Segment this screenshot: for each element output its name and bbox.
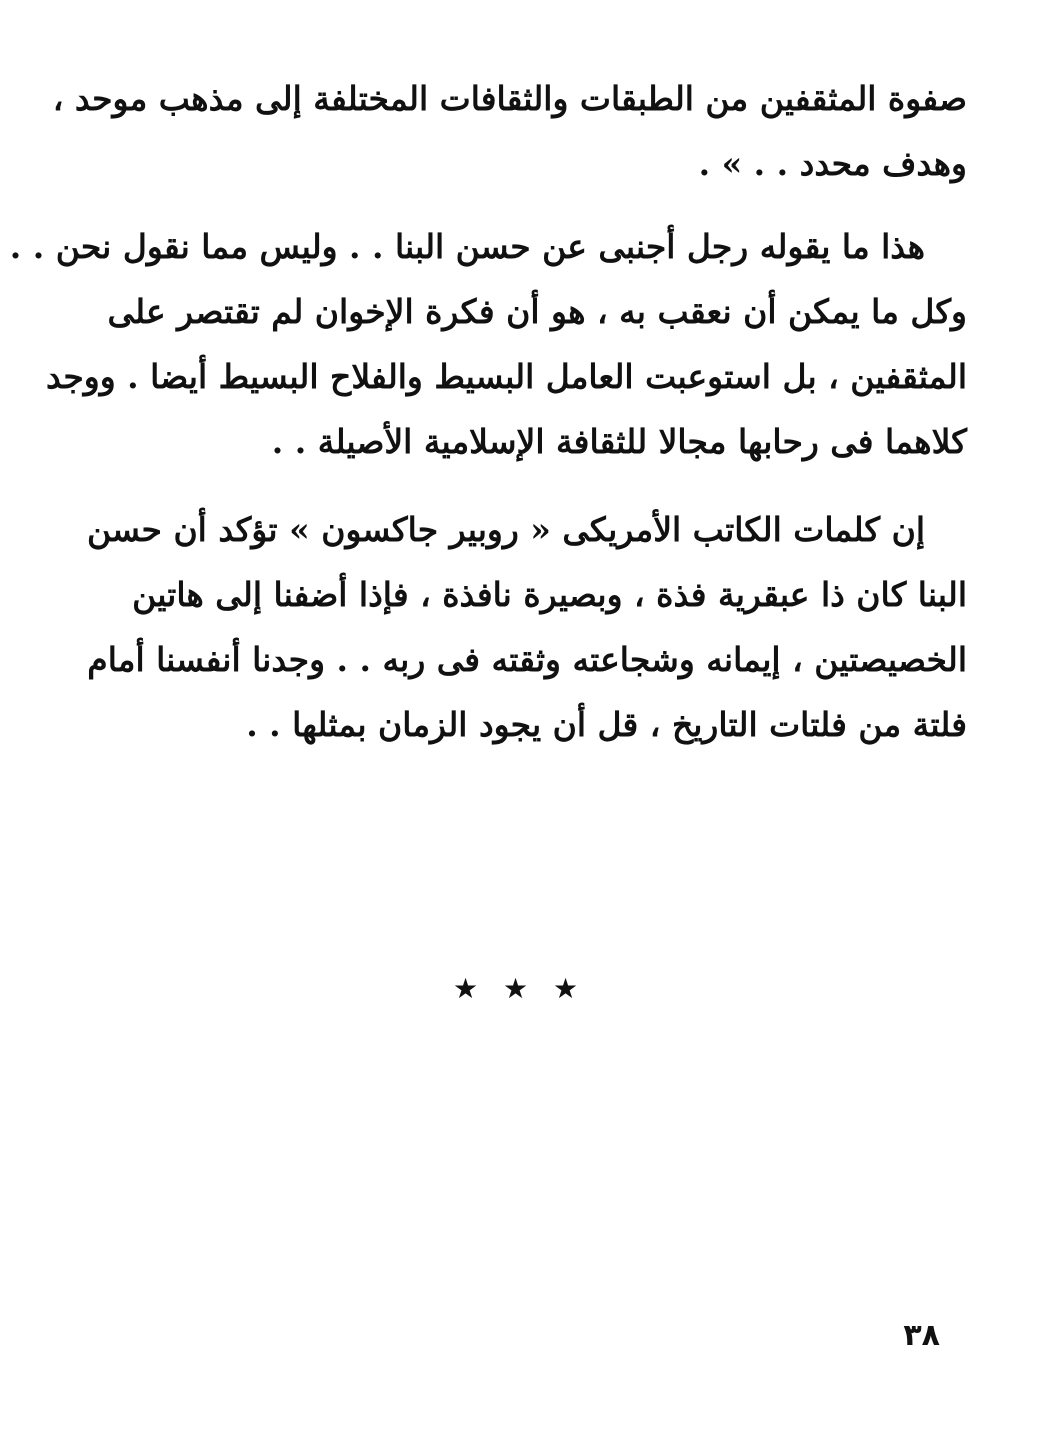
paragraph-line: هذا ما يقوله رجل أجنبى عن حسن البنا . . وليس مما نقول نحن . . xyxy=(9,227,925,266)
paragraph-line: فلتة من فلتات التاريخ ، قل أن يجود الزمان بمثلها . . xyxy=(246,705,967,744)
paragraph-line: وكل ما يمكن أن نعقب به ، هو أن فكرة الإخوان لم تقتصر على xyxy=(107,292,967,331)
paragraph-line: وهدف محدد . . » . xyxy=(698,144,967,183)
paragraph-3 xyxy=(87,497,967,757)
paragraph-line: كلاهما فى رحابها مجالا للثقافة الإسلامية الأصيلة . . xyxy=(271,422,967,461)
paragraph-line: الخصيصتين ، إيمانه وشجاعته وثقته فى ربه . . وجدنا أنفسنا أمام xyxy=(87,640,967,679)
paragraph-line: البنا كان ذا عبقرية فذة ، وبصيرة نافذة ، فإذا أضفنا إلى هاتين xyxy=(132,575,967,614)
paragraph-line: إن كلمات الكاتب الأمريكى « روبير جاكسون » تؤكد أن حسن xyxy=(87,510,925,549)
section-break-stars: ★ ★ ★ xyxy=(452,972,587,1005)
page-number: ٣٨ xyxy=(903,1318,940,1353)
paragraph-line: صفوة المثقفين من الطبقات والثقافات المختلفة إلى مذهب موحد ، xyxy=(52,79,967,118)
paragraph-line: المثقفين ، بل استوعبت العامل البسيط والفلاح البسيط أيضا . ووجد xyxy=(46,357,967,396)
paragraph-2 xyxy=(9,214,967,474)
paragraph-1 xyxy=(52,66,967,196)
